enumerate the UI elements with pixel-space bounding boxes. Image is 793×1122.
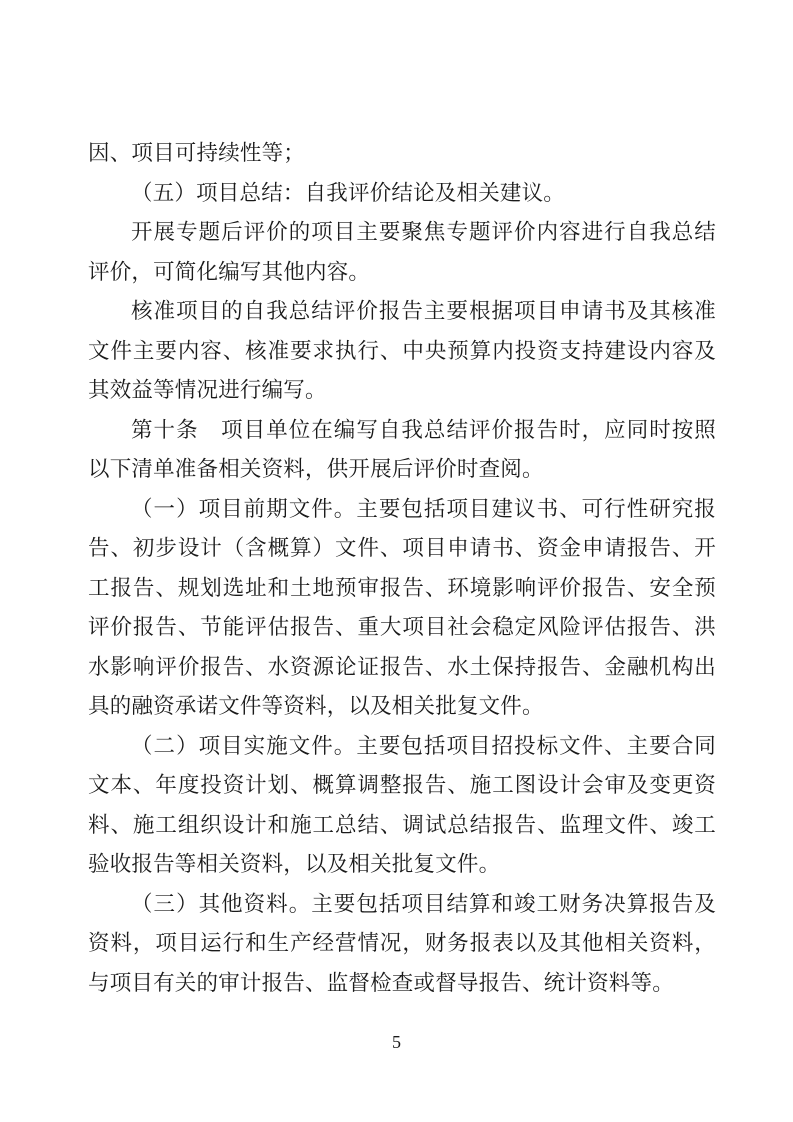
- paragraph: 因、项目可持续性等；: [88, 141, 306, 165]
- paragraph: （二）项目实施文件。主要包括项目招投标文件、主要合同文本、年度投资计划、概算调整报告、施工图设计会审及变更资料、施工组织设计和施工总结、调试总结报告、监理文件、竣工验收报告等相关资料，以及相关批复文件。: [88, 733, 716, 876]
- paragraph: （五）项目总结：自我评价结论及相关建议。: [131, 180, 566, 205]
- paragraph: 开展专题后评价的项目主要聚焦专题评价内容进行自我总结评价，可简化编写其他内容。: [88, 220, 716, 284]
- paragraph: 核准项目的自我总结评价报告主要根据项目申请书及其核准文件主要内容、核准要求执行、中央预算内投资支持建设内容及其效益等情况进行编写。: [88, 299, 716, 402]
- page-number: 5: [392, 1032, 401, 1052]
- paragraph: （三）其他资料。主要包括项目结算和竣工财务决算报告及资料，项目运行和生产经营情况，财务报表以及其他相关资料，与项目有关的审计报告、监督检查或督导报告、统计资料等。: [88, 891, 716, 995]
- paragraph: （一）项目前期文件。主要包括项目建议书、可行性研究报告、初步设计（含概算）文件、项目申请书、资金申请报告、开工报告、规划选址和土地预审报告、环境影响评价报告、安全预评价报告、节能评估报告、重大项目社会稳定风险评估报告、洪水影响评价报告、水资源论证报告、水土保持报告、金融机构出具的融资承诺文件等资料，以及相关批复文件。: [88, 496, 716, 718]
- document-body: [88, 134, 716, 1003]
- paragraph-article-clause: 第十条 项目单位在编写自我总结评价报告时，应同时按照以下清单准备相关资料，供开展后评价时查阅。: [88, 417, 716, 481]
